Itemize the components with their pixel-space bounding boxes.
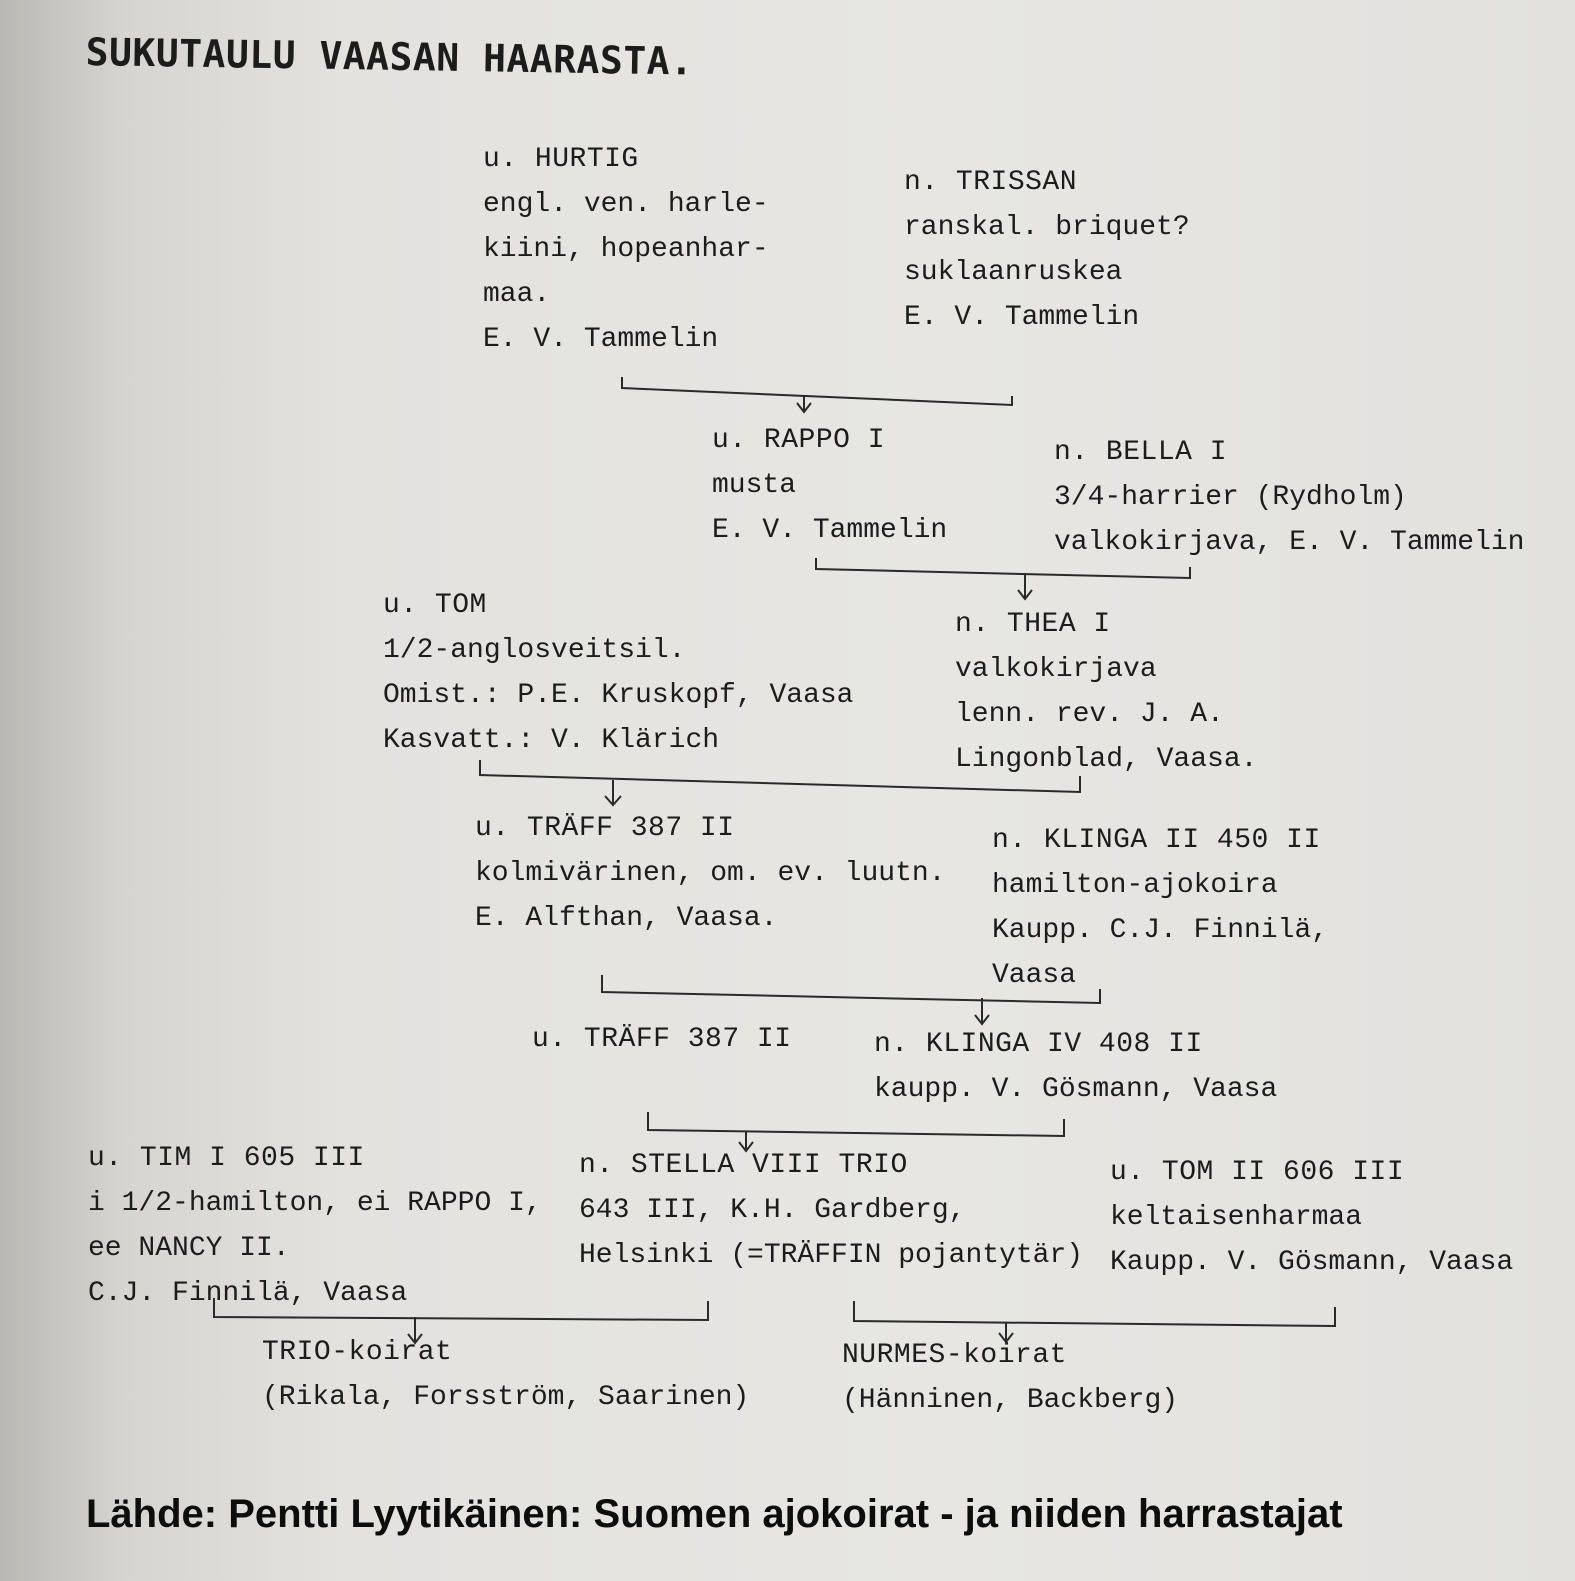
arrow-to-rappo — [797, 396, 811, 412]
dog-detail: 643 III, K.H. Gardberg, — [579, 1195, 966, 1226]
dog-owner: kaupp. V. Gösmann, Vaasa — [874, 1074, 1278, 1105]
dog-klinga-iv — [874, 1022, 1277, 1112]
arrow-to-thea — [1018, 575, 1032, 599]
dog-owner: Vaasa — [992, 960, 1077, 991]
dog-owner: E. V. Tammelin — [712, 515, 948, 546]
dog-detail: engl. ven. harle- — [483, 189, 769, 220]
dog-owner: E. Alfthan, Vaasa. — [475, 903, 778, 934]
line-breeders: (Hänninen, Backberg) — [842, 1385, 1179, 1416]
dog-name: u. TOM II 606 III — [1110, 1157, 1405, 1188]
dog-detail: maa. — [483, 279, 551, 310]
dog-name: u. TRÄFF 387 II — [532, 1024, 792, 1055]
source-caption: Lähde: Pentti Lyytikäinen: Suomen ajokoirat - ja niiden harrastajat — [86, 1492, 1343, 1536]
dog-owner: E. V. Tammelin — [483, 324, 719, 355]
dog-detail: ee NANCY II. — [88, 1233, 290, 1264]
dog-detail: suklaanruskea — [904, 257, 1123, 288]
dog-trissan — [904, 160, 1190, 340]
dog-owner: Kaupp. C.J. Finnilä, — [992, 915, 1329, 946]
dog-detail: Helsinki (=TRÄFFIN pojantytär) — [579, 1240, 1084, 1271]
dog-name: n. STELLA VIII TRIO — [579, 1150, 908, 1181]
dog-tom — [383, 583, 853, 763]
dog-rappo-i — [712, 418, 947, 553]
arrow-to-traff — [605, 780, 621, 805]
dog-detail: 3/4-harrier (Rydholm) — [1054, 482, 1407, 513]
dog-name: u. RAPPO I — [712, 425, 886, 456]
connector-hurtig-trissan — [622, 377, 1012, 405]
line-name: TRIO-koirat — [262, 1337, 453, 1368]
dog-name: u. TOM — [383, 590, 487, 621]
connector-traff2-klinga4 — [648, 1112, 1064, 1136]
dog-owner: lenn. rev. J. A. — [955, 699, 1224, 730]
dog-owner: Omist.: P.E. Kruskopf, Vaasa — [383, 680, 854, 711]
dog-name: n. TRISSAN — [904, 167, 1078, 198]
dog-name: n. KLINGA II 450 II — [992, 825, 1321, 856]
dog-detail: valkokirjava, E. V. Tammelin — [1054, 527, 1525, 558]
dog-tom-ii — [1110, 1150, 1513, 1285]
line-name: NURMES-koirat — [842, 1340, 1067, 1371]
dog-name: u. HURTIG — [483, 144, 639, 175]
dog-detail: ranskal. briquet? — [904, 212, 1190, 243]
dog-traff-387-ii-sire — [532, 1017, 792, 1062]
dog-owner: Kaupp. V. Gösmann, Vaasa — [1110, 1247, 1514, 1278]
dog-tim-i — [88, 1136, 542, 1316]
dog-name: n. KLINGA IV 408 II — [874, 1029, 1203, 1060]
dog-name: n. BELLA I — [1054, 437, 1228, 468]
dog-owner: Lingonblad, Vaasa. — [955, 744, 1258, 775]
dog-owner: E. V. Tammelin — [904, 302, 1140, 333]
line-nurmes-koirat — [842, 1333, 1178, 1423]
dog-hurtig — [483, 137, 769, 362]
dog-detail: valkokirjava — [955, 654, 1157, 685]
dog-name: n. THEA I — [955, 609, 1111, 640]
dog-detail: keltaisenharmaa — [1110, 1202, 1363, 1233]
dog-breeder: Kasvatt.: V. Klärich — [383, 725, 720, 756]
dog-klinga-ii — [992, 818, 1328, 998]
dog-bella-i — [1054, 430, 1524, 565]
dog-name: u. TRÄFF 387 II — [475, 813, 735, 844]
dog-detail: hamilton-ajokoira — [992, 870, 1278, 901]
dog-stella-viii-trio — [579, 1143, 1083, 1278]
connector-stella-tom2 — [854, 1301, 1335, 1326]
arrow-to-klinga4 — [975, 998, 989, 1024]
line-trio-koirat — [262, 1330, 749, 1420]
dog-detail: kiini, hopeanhar- — [483, 234, 769, 265]
dog-name: u. TIM I 605 III — [88, 1143, 365, 1174]
dog-detail: i 1/2-hamilton, ei RAPPO I, — [88, 1188, 542, 1219]
dog-traff-387-ii — [475, 806, 945, 941]
dog-detail: 1/2-anglosveitsil. — [383, 635, 686, 666]
dog-owner: C.J. Finnilä, Vaasa — [88, 1278, 408, 1309]
dog-detail: musta — [712, 470, 797, 501]
dog-detail: kolmivärinen, om. ev. luutn. — [475, 858, 946, 889]
page-title: SUKUTAULU VAASAN HAARASTA. — [85, 30, 694, 84]
dog-thea-i — [955, 602, 1257, 782]
line-breeders: (Rikala, Forsström, Saarinen) — [262, 1382, 750, 1413]
